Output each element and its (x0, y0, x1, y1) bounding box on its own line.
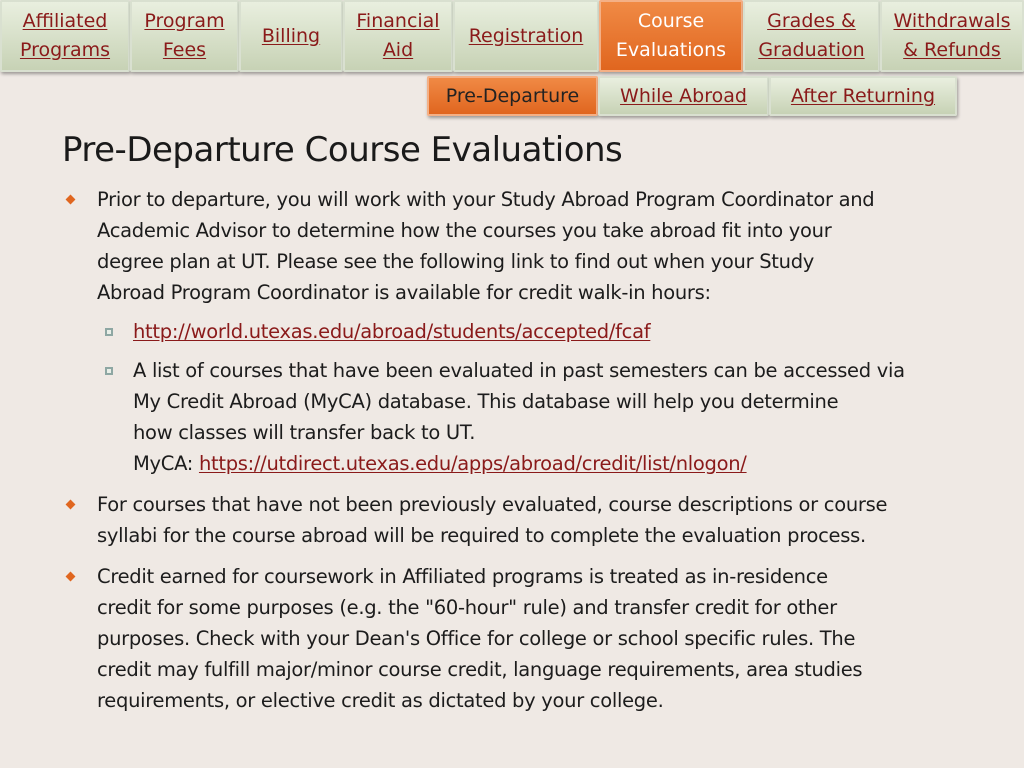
subtab-after-returning-label[interactable]: After Returning (790, 85, 936, 107)
sub-bullet-item (62, 316, 972, 347)
tab-program-fees-label[interactable] (144, 7, 224, 65)
tab-label-line: Aid (382, 39, 414, 61)
myca-label: MyCA: (133, 452, 199, 475)
tab-label-line: Graduation (758, 39, 865, 61)
tab-label-line: Evaluations (615, 39, 727, 61)
diamond-bullet-icon (66, 195, 76, 205)
bullet-item (62, 561, 972, 716)
tab-financial-aid[interactable] (343, 0, 453, 72)
tab-withdrawals-refunds[interactable] (880, 0, 1024, 72)
tab-label-line: Programs (19, 39, 111, 61)
text-line: Prior to departure, you will work with your Study Abroad Program Coordinator and (97, 188, 875, 211)
sub-navigation (0, 76, 1024, 118)
subtab-while-abroad[interactable] (598, 76, 769, 116)
tab-label-line: Financial (356, 10, 440, 32)
page-title: Pre-Departure Course Evaluations (62, 130, 623, 170)
tab-registration[interactable] (453, 0, 599, 72)
tab-course-evaluations[interactable] (599, 0, 743, 72)
tab-financial-aid-label[interactable] (356, 7, 439, 65)
tab-withdrawals-refunds-label[interactable] (893, 7, 1010, 65)
square-bullet-icon (105, 328, 113, 336)
fcaf-link[interactable]: http://world.utexas.edu/abroad/students/accepted/fcaf (133, 320, 651, 343)
subtab-pre-departure[interactable] (427, 76, 598, 116)
text-line: syllabi for the course abroad will be required to complete the evaluation process. (97, 524, 866, 547)
tab-program-fees[interactable] (130, 0, 239, 72)
text-line: credit may fulfill major/minor course credit, language requirements, area studies (97, 658, 863, 681)
text-line: Abroad Program Coordinator is available for credit walk-in hours: (97, 281, 711, 304)
subtab-after-returning[interactable] (769, 76, 957, 116)
tab-label-line: Grades & (767, 10, 856, 32)
subtab-pre-departure-label[interactable]: Pre-Departure (445, 85, 580, 107)
text-line: Academic Advisor to determine how the courses you take abroad fit into your (97, 219, 832, 242)
tab-billing-label[interactable]: Billing (261, 24, 321, 47)
tab-course-evaluations-label[interactable] (616, 7, 726, 65)
tab-label-line: Course (637, 10, 705, 32)
tab-grades-graduation-label[interactable] (758, 7, 864, 65)
myca-link[interactable]: https://utdirect.utexas.edu/apps/abroad/credit/list/nlogon/ (198, 452, 747, 475)
text-line: Credit earned for coursework in Affiliated programs is treated as in-residence (97, 565, 828, 588)
tab-label-line: Fees (162, 39, 207, 61)
text-line: A list of courses that have been evaluated in past semesters can be accessed via (133, 359, 905, 382)
tab-label-line: Program (144, 10, 225, 32)
tab-label-line: Withdrawals (893, 10, 1011, 32)
bullet-item (62, 489, 972, 551)
bullet-item (62, 184, 972, 308)
tab-affiliated-programs-label[interactable] (20, 7, 110, 65)
tab-label-line: & Refunds (903, 39, 1001, 61)
tab-billing[interactable] (239, 0, 343, 72)
tab-affiliated-programs[interactable] (0, 0, 130, 72)
sub-bullet-item (62, 355, 972, 479)
content-body (62, 184, 972, 716)
subtab-while-abroad-label[interactable]: While Abroad (620, 85, 747, 107)
top-navigation (0, 0, 1024, 76)
tab-label-line: Affiliated (22, 10, 108, 32)
text-line: My Credit Abroad (MyCA) database. This database will help you determine (133, 390, 839, 413)
tab-registration-label[interactable]: Registration (468, 24, 584, 47)
text-line: requirements, or elective credit as dictated by your college. (97, 689, 664, 712)
text-line: For courses that have not been previously evaluated, course descriptions or course (97, 493, 888, 516)
text-line: credit for some purposes (e.g. the "60-hour" rule) and transfer credit for other (97, 596, 837, 619)
square-bullet-icon (105, 367, 113, 375)
tab-grades-graduation[interactable] (743, 0, 880, 72)
text-line: how classes will transfer back to UT. (133, 421, 476, 444)
text-line: degree plan at UT. Please see the following link to find out when your Study (97, 250, 815, 273)
text-line: purposes. Check with your Dean's Office for college or school specific rules. The (97, 627, 856, 650)
diamond-bullet-icon (66, 500, 76, 510)
diamond-bullet-icon (66, 572, 76, 582)
